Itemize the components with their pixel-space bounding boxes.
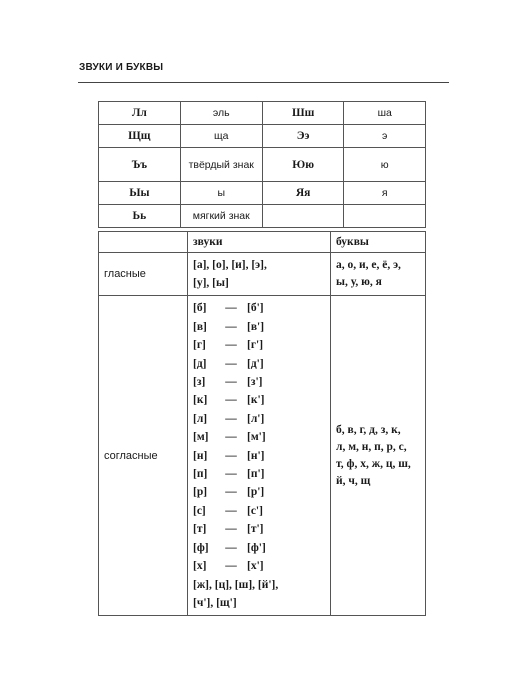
soft-consonant: [ф'] (247, 541, 266, 554)
letter-name-cell: э (344, 125, 426, 148)
hard-consonant: [з] (193, 376, 206, 389)
letter-name-cell: ю (344, 148, 426, 182)
consonant-sounds (188, 296, 331, 616)
alphabet-row (99, 148, 426, 182)
consonant-pair (193, 336, 326, 354)
pair-dash: — (225, 504, 237, 517)
consonant-letters-line: л, м, н, п, р, с, (336, 440, 407, 453)
consonant-pair (193, 502, 326, 520)
pair-dash: — (225, 376, 237, 389)
soft-consonant: [с'] (247, 504, 263, 517)
header-rule (78, 82, 449, 83)
letter-name-cell: я (344, 182, 426, 205)
consonant-letters (331, 296, 426, 616)
soft-consonant: [т'] (247, 523, 264, 536)
soft-consonant: [к'] (247, 394, 265, 407)
consonant-pair (193, 557, 326, 575)
alphabet-table (98, 101, 426, 228)
pair-dash: — (225, 449, 237, 462)
pair-dash: — (225, 541, 237, 554)
vowel-sounds (188, 253, 331, 296)
letter-cell: Щщ (99, 125, 181, 148)
soft-consonant: [н'] (247, 449, 265, 462)
hard-consonant: [п] (193, 468, 208, 481)
hard-consonant: [л] (193, 412, 208, 425)
hard-consonant: [м] (193, 431, 209, 444)
pair-dash: — (225, 486, 237, 499)
pair-dash: — (225, 560, 237, 573)
hard-consonant: [т] (193, 523, 207, 536)
consonant-pair (193, 318, 326, 336)
consonant-pair (193, 447, 326, 465)
alphabet-row (99, 125, 426, 148)
vowel-letters-line: а, о, и, е, ё, э, (336, 259, 401, 272)
consonant-pair (193, 391, 326, 409)
consonant-pair (193, 428, 326, 446)
letter-name-cell: мягкий знак (180, 205, 262, 228)
letter-cell: Ьь (99, 205, 181, 228)
hard-consonant: [х] (193, 560, 207, 573)
letter-name-cell (344, 205, 426, 228)
letter-cell: Ъъ (99, 148, 181, 182)
hard-consonant: [в] (193, 320, 207, 333)
letter-cell: Лл (99, 102, 181, 125)
hard-consonant: [к] (193, 394, 208, 407)
sounds-letters-table (98, 231, 426, 616)
consonant-pair (193, 465, 326, 483)
hard-consonant: [н] (193, 449, 208, 462)
letter-cell: Ыы (99, 182, 181, 205)
consonant-pairs-list (193, 299, 326, 575)
soft-consonant: [б'] (247, 302, 264, 315)
hard-consonant: [д] (193, 357, 207, 370)
soft-consonant: [х'] (247, 560, 264, 573)
consonant-letters-line: й, ч, щ (336, 474, 371, 487)
pair-dash: — (225, 339, 237, 352)
vowel-sounds-line: [а], [о], [и], [э], (193, 259, 267, 271)
sounds-table-header-row (99, 232, 426, 253)
consonant-letters-line: б, в, г, д, з, к, (336, 423, 401, 436)
header-cell-letters: буквы (331, 232, 426, 253)
pair-dash: — (225, 357, 237, 370)
letter-name-cell: ы (180, 182, 262, 205)
consonants-row (99, 296, 426, 616)
letter-cell (262, 205, 344, 228)
pair-dash: — (225, 320, 237, 333)
alphabet-row (99, 102, 426, 125)
consonant-pair (193, 483, 326, 501)
pair-dash: — (225, 431, 237, 444)
consonant-pair (193, 299, 326, 317)
alphabet-row (99, 182, 426, 205)
page-header: ЗВУКИ И БУКВЫ (79, 62, 164, 73)
soft-consonant: [д'] (247, 357, 264, 370)
soft-consonant: [в'] (247, 320, 265, 333)
vowel-letters-line: ы, у, ю, я (336, 276, 382, 289)
pair-dash: — (225, 523, 237, 536)
consonant-pair (193, 539, 326, 557)
letter-name-cell: ща (180, 125, 262, 148)
vowel-letters (331, 253, 426, 296)
soft-consonant: [г'] (247, 339, 264, 352)
consonant-pair (193, 373, 326, 391)
hard-consonant: [с] (193, 504, 206, 517)
letter-cell: Яя (262, 182, 344, 205)
letter-cell: Ээ (262, 125, 344, 148)
consonant-pair (193, 520, 326, 538)
consonants-label: согласные (99, 296, 188, 616)
consonant-pair (193, 355, 326, 373)
unpaired-sounds-line: [ч'], [щ'] (193, 596, 237, 609)
unpaired-sounds-line: [ж], [ц], [ш], [й'], (193, 578, 279, 591)
pair-dash: — (225, 302, 237, 315)
soft-consonant: [п'] (247, 468, 265, 481)
letter-name-cell: ша (344, 102, 426, 125)
pair-dash: — (225, 394, 237, 407)
consonant-pair (193, 410, 326, 428)
letter-cell: Юю (262, 148, 344, 182)
vowels-label: гласные (99, 253, 188, 296)
vowel-sounds-line: [у], [ы] (193, 277, 229, 290)
pair-dash: — (225, 468, 237, 481)
soft-consonant: [л'] (247, 412, 265, 425)
pair-dash: — (225, 412, 237, 425)
soft-consonant: [м'] (247, 431, 266, 444)
letter-name-cell: эль (180, 102, 262, 125)
soft-consonant: [з'] (247, 376, 263, 389)
consonant-letters-line: т, ф, х, ж, ц, ш, (336, 457, 411, 470)
alphabet-row (99, 205, 426, 228)
vowels-row (99, 253, 426, 296)
hard-consonant: [г] (193, 339, 206, 352)
hard-consonant: [ф] (193, 541, 209, 554)
hard-consonant: [р] (193, 486, 208, 499)
soft-consonant: [р'] (247, 486, 265, 499)
hard-consonant: [б] (193, 302, 207, 315)
header-cell-sounds: звуки (188, 232, 331, 253)
letter-name-cell: твёрдый знак (180, 148, 262, 182)
header-cell-empty (99, 232, 188, 253)
letter-cell: Шш (262, 102, 344, 125)
